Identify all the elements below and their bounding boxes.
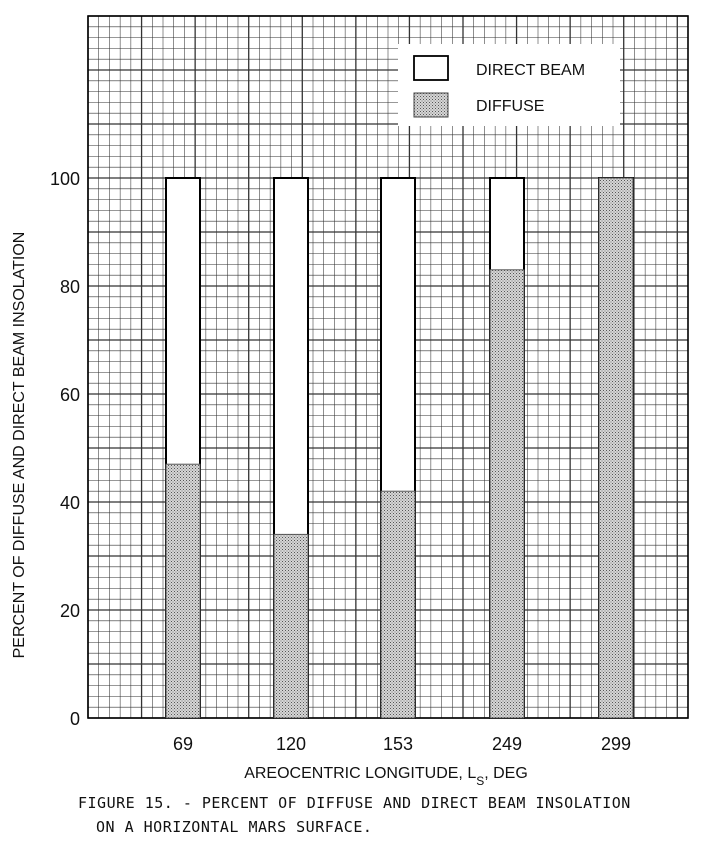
legend-label-diffuse: DIFFUSE [476,98,545,115]
figure-caption-line-2: ON A HORIZONTAL MARS SURFACE. [96,818,373,836]
legend-label-direct-beam: DIRECT BEAM [476,62,586,79]
legend-swatch-direct-beam [414,56,448,80]
bar-diffuse-153 [381,491,415,718]
bar-diffuse-120 [274,534,308,718]
y-tick-label: 100 [49,169,80,189]
y-tick-label: 40 [59,493,80,513]
x-tick-label: 249 [491,734,523,754]
x-axis-label-text: AREOCENTRIC LONGITUDE, L [244,765,477,782]
y-tick-label: 20 [59,601,80,621]
figure-caption-line-1: FIGURE 15. - PERCENT OF DIFFUSE AND DIRECT BEAM INSOLATION [78,794,631,812]
legend-swatch-diffuse [414,93,448,117]
y-axis-label: PERCENT OF DIFFUSE AND DIRECT BEAM INSOLATION [11,231,28,659]
tick-labels [50,169,631,754]
bar-diffuse-69 [166,464,200,718]
x-tick-label: 69 [172,734,194,754]
y-tick-label: 60 [59,385,80,405]
x-tick-label: 153 [382,734,414,754]
bar-diffuse-249 [490,270,524,718]
legend [398,44,620,126]
x-tick-label: 120 [275,734,307,754]
y-tick-label: 80 [59,277,80,297]
x-tick-label: 299 [600,734,632,754]
y-tick-label: 0 [69,709,80,729]
x-axis-label [244,765,528,788]
x-axis-label-subscript: S [476,774,485,788]
x-axis-label-unit: , DEG [484,765,528,782]
bar-diffuse-299 [599,178,633,718]
